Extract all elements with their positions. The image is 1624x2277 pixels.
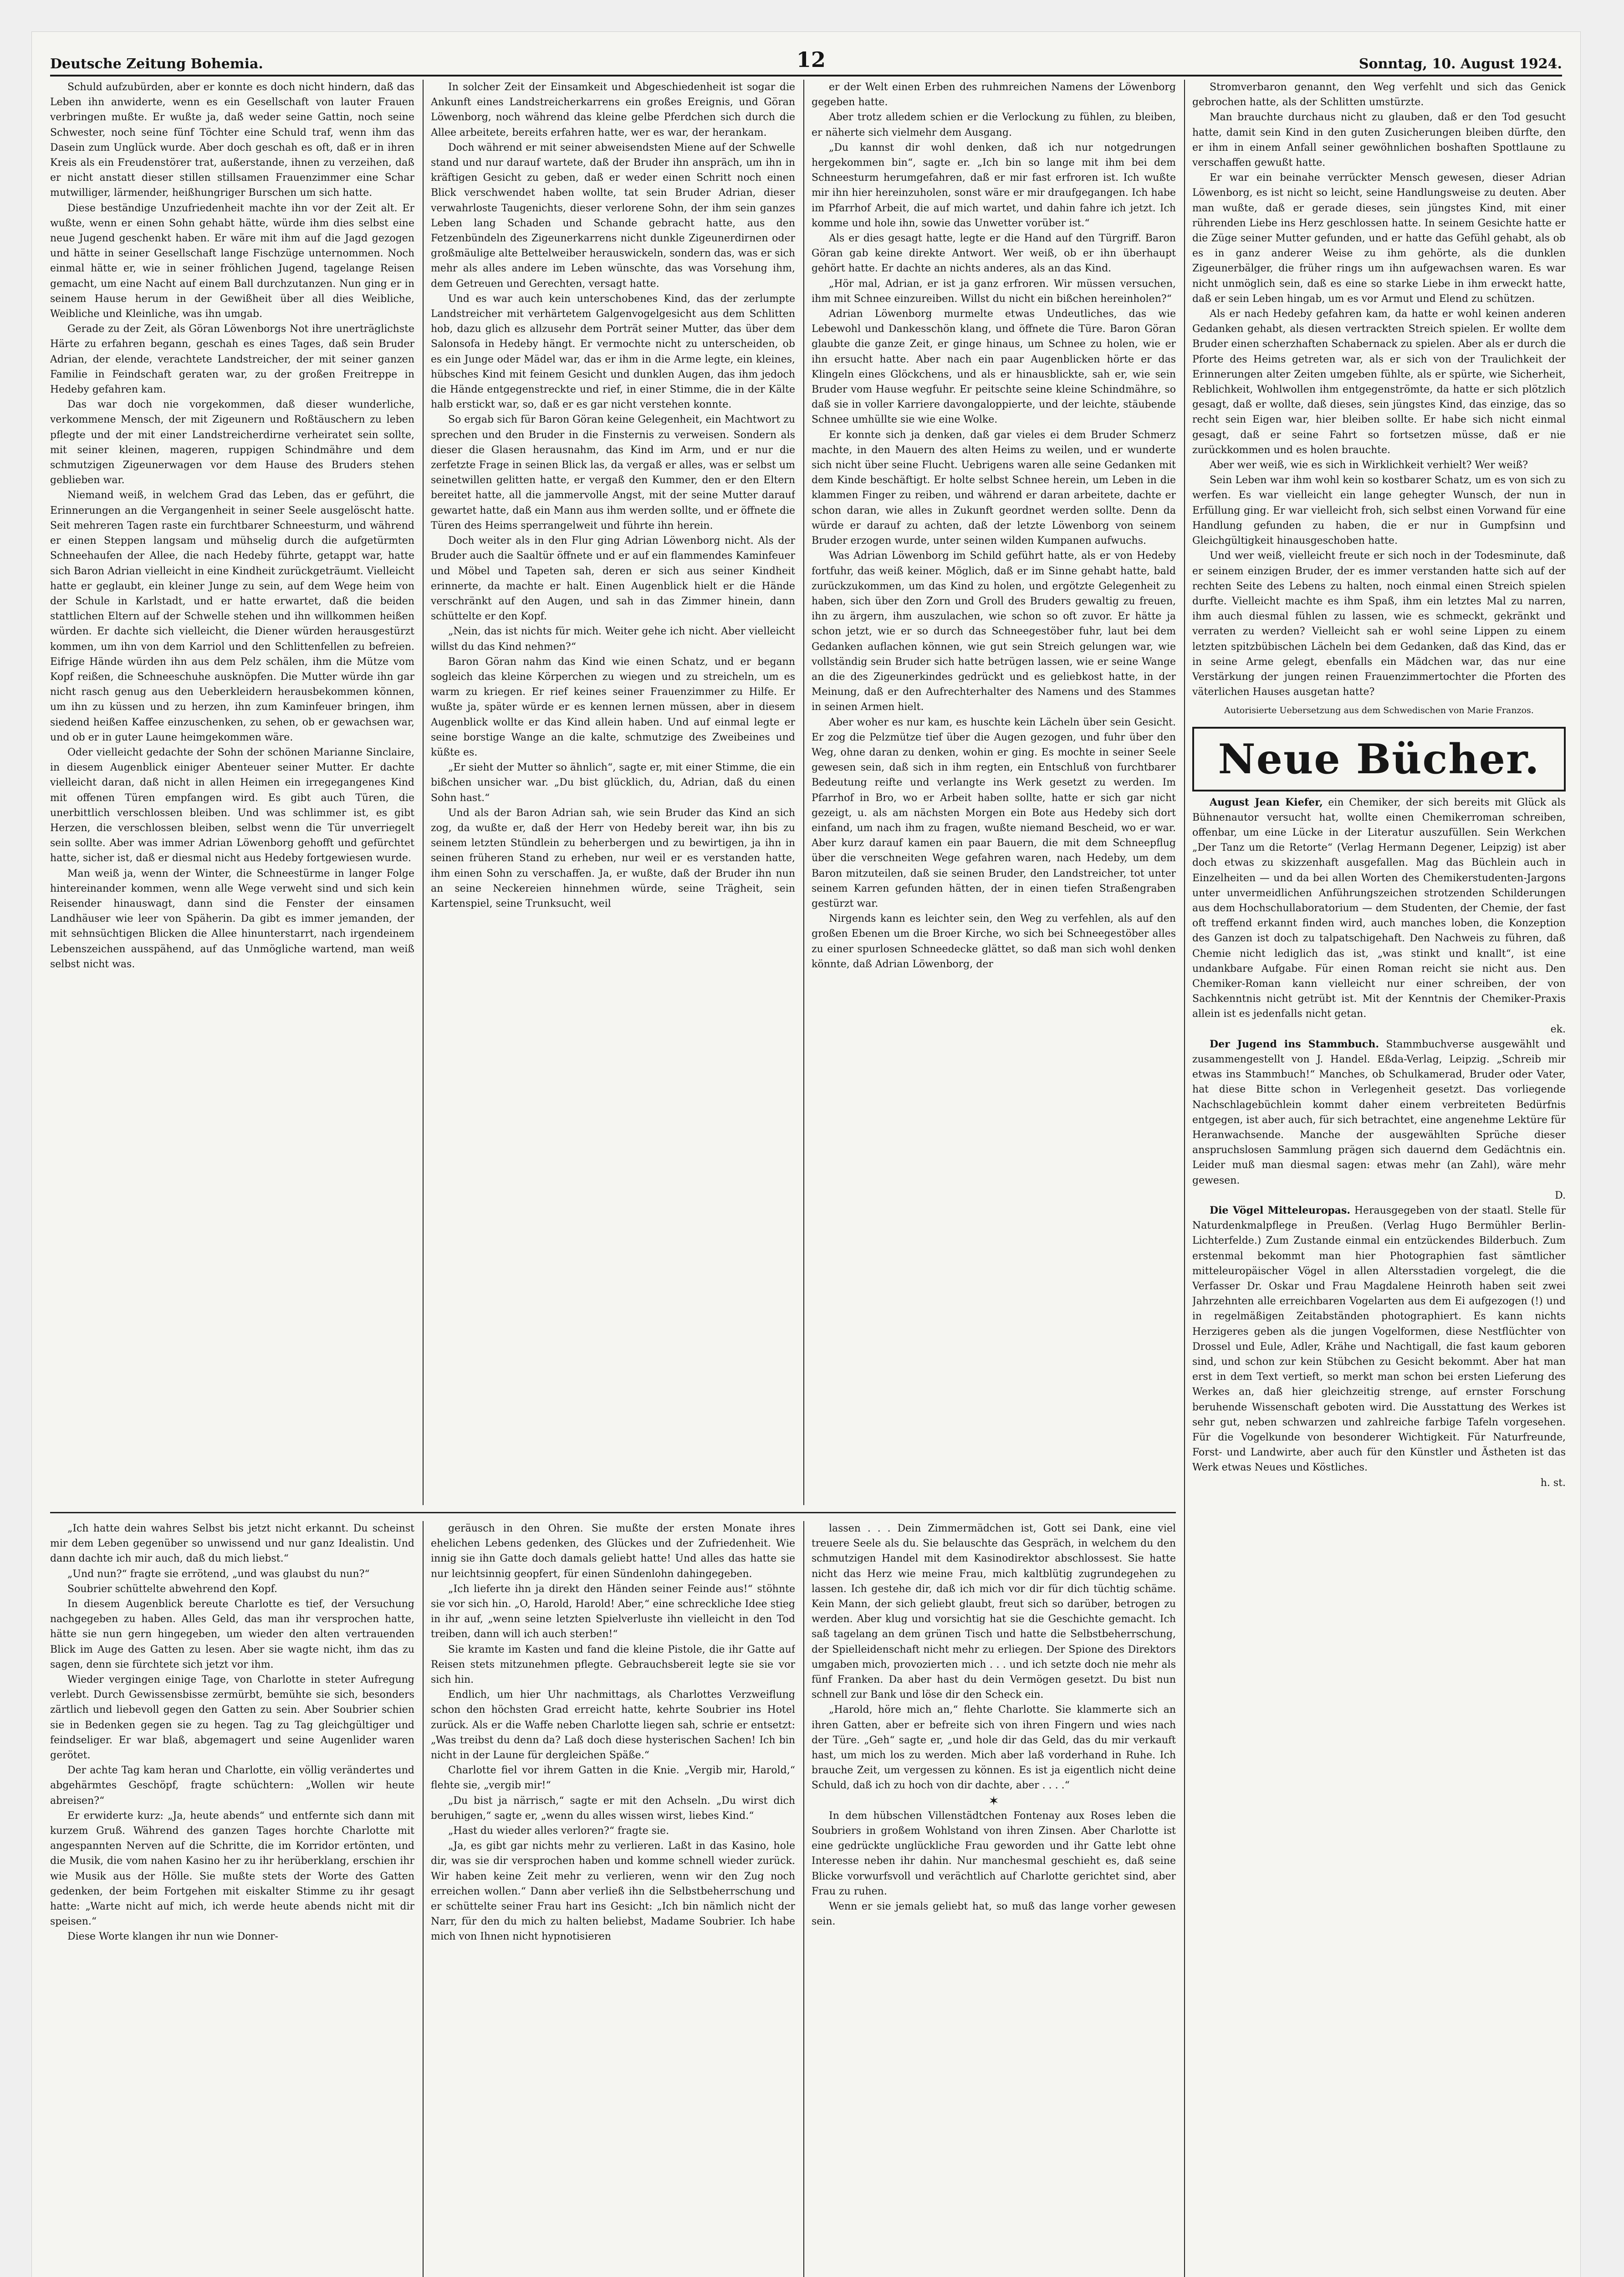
- paragraph: In dem hübschen Villenstädtchen Fontenay aux Roses leben die Soubriers in großem Wohlstand von ihren Zinsen. Aber Charlotte ist eine gedrückte unglückliche Frau geworden und ihr Gatte lebt ohne Interesse neben ihr dahin. Nur manchesmal geschieht es, daß seine Blicke vorwurfsvoll und verächtlich auf Charlotte gerichtet sind, aber Frau zu ruhen.: [812, 1810, 1176, 1897]
- review-lead: August Jean Kiefer,: [1210, 796, 1323, 808]
- newspaper-page: [32, 32, 1580, 2277]
- paragraph: Sein Leben war ihm wohl kein so kostbarer Schatz, um es von sich zu werfen. Es war vielleicht ein lange gehegter Wunsch, der nun in Erfüllung ging. Er war vielleicht froh, sich selbst einen Vorwand für eine Handlung gefunden zu haben, die er nur in Gumpfsinn und Gleichgültigkeit hinausgeschoben hatte.: [1192, 475, 1566, 547]
- paragraph: „Ich lieferte ihn ja direkt den Händen seiner Feinde aus!“ stöhnte sie vor sich hin. „O, Harold, Harold! Aber,“ eine schreckliche Idee stieg in ihr auf, „wenn seine letzten Spielverluste ihn vielleicht in den Tod treiben, dann will ich auch sterben!“: [431, 1583, 795, 1640]
- section-divider: [50, 1512, 1176, 1513]
- paragraph: „Du kannst dir wohl denken, daß ich nur notgedrungen hergekommen bin“, sagte er. „Ich bin so lange mit ihm bei dem Schneesturm herumgefahren, daß er mir fast erfroren ist. Ich wußte mir ihn hier hereinzuholen, sonst wäre er mir draufgegangen. Ich habe im Pfarrhof Arbeit, die auf mich wartet, und dahin fahre ich jetzt. Ich komme und hole ihn, sowie das Unwetter vorüber ist.“: [812, 142, 1176, 229]
- paragraph: Und als der Baron Adrian sah, wie sein Bruder das Kind an sich zog, da wußte er, daß der Herr von Hedeby bereit war, ihn bis zu seinem letzten Stündlein zu beherbergen und zu bewirtigen, ja ihn in seinen früheren Stand zu erheben, nur weil er es verstanden hatte, ihm einen Sohn zu verschaffen. Ja, er wußte, daß der Bruder ihn nun an seine Neckereien hinnehmen würde, seine Trägheit, sein Kartenspiel, seine Trunksucht, weil: [431, 807, 795, 909]
- paragraph: Aber wer weiß, wie es sich in Wirklichkeit verhielt? Wer weiß?: [1210, 459, 1528, 471]
- book-review: [1192, 1037, 1566, 1188]
- paragraph: Doch weiter als in den Flur ging Adrian Löwenborg nicht. Als der Bruder auch die Saaltür öffnete und er auf ein flammendes Kaminfeuer und Möbel und Tapeten sah, deren er sich aus seiner Kindheit erinnerte, da machte er halt. Einen Augenblick hielt er die Hände verschränkt auf den Augen, und sah in das Zimmer hinein, dann schüttelte er den Kopf.: [431, 535, 795, 623]
- review-signature: D.: [1555, 1190, 1566, 1201]
- paragraph: Der achte Tag kam heran und Charlotte, ein völlig verändertes und abgehärmtes Geschöpf, fragte schüchtern: „Wollen wir heute abreisen?“: [50, 1765, 414, 1807]
- paragraph: Er erwiderte kurz: „Ja, heute abends“ und entfernte sich dann mit kurzem Gruß. Während des ganzen Tages horchte Charlotte mit angespannten Nerven auf die Schritte, die im Korridor ertönten, und die Musik, die vom nahen Kasino her zu ihr herüberklang, erschien ihr wie Musik aus der Hölle. Sie mußte stets der Worte des Gatten gedenken, der beim Fortgehen mit eiskalter Stimme zu ihr gesagt hatte: „Warte nicht auf mich, ich werde heute abends nicht mit dir speisen.“: [50, 1810, 414, 1928]
- paragraph: „Harold, höre mich an,“ flehte Charlotte. Sie klammerte sich an ihren Gatten, aber er befreite sich von ihren Fingern und wies nach der Türe. „Geh“ sagte er, „und hole dir das Geld, das du mir verkauft hast, um mich los zu werden. Mich aber laß vorderhand in Ruhe. Ich brauche Zeit, um vergessen zu können. Es ist ja eigentlich nicht deine Schuld, daß ich zu hoch von dir dachte, aber . . . .“: [812, 1704, 1176, 1792]
- translation-credit: Autorisierte Uebersetzung aus dem Schwedischen von Marie Franzos.: [1224, 705, 1534, 716]
- paragraph: Nirgends kann es leichter sein, den Weg zu verfehlen, als auf den großen Ebenen um die Broer Kirche, wo sich bei Schneegestöber alles zu einer spurlosen Schneedecke glättet, so daß man sich wohl denken könnte, daß Adrian Löwenborg, der: [812, 913, 1176, 970]
- book-review: [1192, 795, 1566, 1022]
- paragraph: Niemand weiß, in welchem Grad das Leben, das er geführt, die Erinnerungen an die Vergangenheit in seiner Seele ausgelöscht hatte. Seit mehreren Tagen raste ein furchtbarer Schneesturm, und während er einen Steppen langsam und mühselig durch die aufgetürmten Schneehaufen der Allee, die nach Hedeby führte, getappt war, hatte sich Baron Adrian vielleicht in eine Kindheit zurückgeträumt. Vielleicht hatte er geglaubt, ein kleiner Junge zu sein, auf dem Wege heim von der Schule in Karlstadt, und er hatte erwartet, daß die beiden stattlichen Eltern auf der Schwelle stehen und ihn willkommen heißen würden. Er dachte sich vielleicht, die Diener würden herausgestürzt kommen, um ihn von dem Karriol und den Schlittenfellen zu befreien. Eifrige Hände würden ihn aus dem Pelz schälen, ihm die Mütze vom Kopf reißen, die Schneeschuhe ausknöpfen. Die Mutter würde ihn gar nicht rasch genug aus den Ueberkleidern herausbekommen können, um ihn zu küssen und zu herzen, ihn zum Kaminfeuer bringen, ihm siedend heißen Kaffee einzuschenken, zu sehen, ob er gewachsen war, und ob er in guter Laune heimgekommen wäre.: [50, 490, 414, 743]
- story-column-3: [812, 80, 1176, 1505]
- feuilleton-column-3: [812, 1521, 1176, 2277]
- feuilleton-column-2: [431, 1521, 795, 2277]
- paragraph: Man brauchte durchaus nicht zu glauben, daß er den Tod gesucht hatte, damit sein Kind in den guten Zusicherungen bleiben dürfte, den er ihm in einem Anfall seiner gewöhnlichen boshaften Spottlaune zu verschaffen gewußt hatte.: [1192, 112, 1566, 169]
- review-signature: h. st.: [1540, 1477, 1566, 1489]
- newspaper-title: Deutsche Zeitung Bohemia.: [50, 56, 263, 72]
- paragraph: Er konnte sich ja denken, daß gar vieles ei dem Bruder Schmerz machte, in den Mauern des alten Heims zu weilen, und er wunderte sich nicht über seine Flucht. Uebrigens waren alle seine Gedanken mit dem Kinde beschäftigt. Er holte selbst Schnee herein, um Leben in die klammen Finger zu reiben, und während er daran arbeitete, dachte er schon daran, wie alles in Zukunft geordnet werden sollte. Denn da würde er darauf zu achten, daß der letzte Löwenborg von seinem Bruder erzogen wurde, unter seinen wilden Kumpanen aufwuchs.: [812, 429, 1176, 547]
- column-rule: [1184, 80, 1185, 2277]
- paragraph: Gerade zu der Zeit, als Göran Löwenborgs Not ihre unerträglichste Härte zu erfahren begann, geschah es eines Tages, daß sein Bruder Adrian, der elende, verachtete Landstreicher, der mit seiner ganzen Familie in Feindschaft geraten war, zu der großen Freitreppe in Hedeby gefahren kam.: [50, 323, 414, 396]
- masthead: [50, 36, 1562, 77]
- paragraph: Adrian Löwenborg murmelte etwas Undeutliches, das wie Lebewohl und Dankesschön klang, und öffnete die Türe. Baron Göran glaubte die ganze Zeit, er ginge hinaus, um Schnee zu holen, wie er ihn ersucht hatte. Aber nach ein paar Augenblicken hörte er das Klingeln eines Glöckchens, und als er hinausblickte, sah er, wie sein Bruder vom Hause wegfuhr. Er peitschte seine kleine Schindmähre, so daß sie in voller Karriere davongaloppierte, und der leichte, stäubende Schnee umhüllte sie wie eine Wolke.: [812, 308, 1176, 426]
- paragraph: „Nein, das ist nichts für mich. Weiter gehe ich nicht. Aber vielleicht willst du das Kind nehmen?“: [431, 626, 795, 653]
- paragraph: „Ja, es gibt gar nichts mehr zu verlieren. Laßt in das Kasino, hole dir, was sie dir versprochen haben und komme schnell wieder zurück. Wir haben keine Zeit mehr zu verlieren, wenn wir den Zug noch erreichen wollen.“ Dann aber verließ ihn die Selbstbeherrschung und er schüttelte seiner Frau hart ins Gesicht: „Ich bin nämlich nicht der Narr, für den du mich zu halten beliebst, Madame Soubrier. Ich habe mich von Ihnen nicht hypnotisieren: [431, 1840, 795, 1943]
- paragraph: „Er sieht der Mutter so ähnlich“, sagte er, mit einer Stimme, die ein bißchen unsicher war. „Du bist glücklich, du, Adrian, daß du einen Sohn hast.“: [431, 762, 795, 804]
- paragraph: Endlich, um hier Uhr nachmittags, als Charlottes Verzweiflung schon den höchsten Grad erreicht hatte, kehrte Soubrier ins Hotel zurück. Als er die Waffe neben Charlotte liegen sah, schrie er entsetzt: „Was treibst du denn da? Laß doch diese hysterischen Sachen! Ich bin nicht in der Laune für dergleichen Späße.“: [431, 1689, 795, 1761]
- paragraph: „Du bist ja närrisch,“ sagte er mit den Achseln. „Du wirst dich beruhigen,“ sagte er, „wenn du alles wissen wirst, liebes Kind.“: [431, 1795, 795, 1822]
- review-text: Stammbuchverse ausgewählt und zusammengestellt von J. Handel. Eßda-Verlag, Leipzig. „Schreib mir etwas ins Stammbuch!“ Manches, ob Schulkamerad, Bruder oder Vater, hat diese Bitte schon in Verlegenheit gesetzt. Das vorliegende Nachschlagebüchlein kommt daher einem verbreiteten Bedürfnis entgegen, ist aber auch, für sich betrachtet, eine angenehme Lektüre für Heranwachsende. Manche der ausgewählten Sprüche dieser anspruchslosen Sammlung prägen sich dauernd dem Gedächtnis ein. Leider muß man diesmal sagen: etwas mehr (an Zahl), wäre mehr gewesen.: [1192, 1038, 1566, 1186]
- paragraph: „Und nun?“ fragte sie errötend, „und was glaubst du nun?“: [67, 1568, 370, 1580]
- paragraph: „Hör mal, Adrian, er ist ja ganz erfroren. Wir müssen versuchen, ihm mit Schnee einzureiben. Willst du nicht ein bißchen hereinholen?“: [812, 278, 1176, 305]
- section-heading: Neue Bücher.: [1218, 735, 1540, 783]
- review-text: ein Chemiker, der sich bereits mit Glück als Bühnenautor versucht hat, wollte einen Chemikerroman schreiben, offenbar, um eine Lücke in der Literatur auszufüllen. Sein Werkchen „Der Tanz um die Retorte“ (Verlag Hermann Degener, Leipzig) ist aber doch etwas zu skizzenhaft ausgefallen. Mag das Büchlein auch in Einzelheiten — und da bei allen Worten des Chemikerstudenten-Jargons unter unvermeidlichen Anführungszeichen strotzenden Schilderungen aus dem Hochschullaboratorium — dem Studenten, der Chemie, der fast oft treffend erkannt finden wird, auch manches loben, die Konzeption des Ganzen ist doch zu talpatschigehaft. Den Nachweis zu führen, daß Chemie nicht lediglich das ist, „was stinkt und knallt“, ist eine undankbare Aufgabe. Für einen Roman reicht sie nicht aus. Den Chemiker-Roman kann vielleicht nur einer schreiben, der von Sachkenntnis nicht getrübt ist. Mit der Kenntnis der Chemiker-Praxis allein ist es jedenfalls nicht getan.: [1192, 796, 1566, 1020]
- review-text: Herausgegeben von der staatl. Stelle für Naturdenkmalpflege in Preußen. (Verlag Hugo Bermühler Berlin-Lichterfelde.) Zum Zustande einmal ein entzückendes Bilderbuch. Zum erstenmal bekommt man hier Photographien fast sämtlicher mitteleuropäischer Vögel in allen Altersstadien vorgelegt, die die Verfasser Dr. Oskar und Frau Magdalene Heinroth haben seit zwei Jahrzehnten alle erreichbaren Vogelarten aus dem Ei aufgezogen (!) und in regelmäßigen Zeitabständen photographiert. Es kann nichts Herzigeres geben als die jungen Vogelformen, diese Nestflüchter von Drossel und Eule, Adler, Krähe und Nachtigall, die fast kaum geboren sind, und schon zur kein Stübchen zu Gesicht bekommt. Aber hat man erst in dem Text vertieft, so merkt man schon bei ersten Lieferung des Werkes an, daß hier gleichzeitig strenge, auf ernster Forschung beruhende Wissenschaft geboten wird. Die Ausstattung des Werkes ist sehr gut, neben schwarzen und zahlreiche farbige Tafeln vorgesehen. Für die Vogelkunde von besonderer Wichtigkeit. Für Naturfreunde, Forst- und Landwirte, aber auch für den Künstler und Ästheten ist das Werk etwas Neues und Köstliches.: [1192, 1205, 1566, 1474]
- paragraph: Aber trotz alledem schien er die Verlockung zu fühlen, zu bleiben, er näherte sich vielmehr dem Ausgang.: [812, 112, 1176, 138]
- paragraph: Stromverbaron genannt, den Weg verfehlt und sich das Genick gebrochen hatte, als der Schlitten umstürzte.: [1192, 82, 1566, 108]
- paragraph: Sie kramte im Kasten und fand die kleine Pistole, die ihr Gatte auf Reisen stets mitzunehmen pflegte. Gebrauchsbereit legte sie sie vor sich hin.: [431, 1644, 795, 1686]
- paragraph: Als er nach Hedeby gefahren kam, da hatte er wohl keinen anderen Gedanken gehabt, als diesen vertrackten Streich spielen. Er wollte dem Bruder einen scherzhaften Schabernack zu spielen. Aber als er durch die Pforte des Heims getreten war, als er sich von der Traulichkeit der Erinnerungen alter Zeiten umgeben fühlte, als er spürte, wie Sicherheit, Reblichkeit, Wohlwollen ihm entgegenströmte, da hatte er sich plötzlich gesagt, daß er wollte, daß dieses, sein jüngstes Kind, das einzige, das so recht sein Eigen war, hier bleiben sollte. Er habe sich nicht einmal gesagt, daß er seine Fahrt so fortsetzen müsse, daß er nie zurückkommen und es holen brauchte.: [1192, 308, 1566, 456]
- issue-date: Sonntag, 10. August 1924.: [1358, 56, 1562, 72]
- paragraph: Was Adrian Löwenborg im Schild geführt hatte, als er von Hedeby fortfuhr, das weiß keiner. Möglich, daß er im Sinne gehabt hatte, bald zurückzukommen, um das Kind zu holen, und ergötzte Gelegenheit zu haben, sich über den Zorn und Groll des Bruders gewaltig zu freuen, ihn zu ärgern, ihm auszulachen, wie schon so oft zuvor. Er hätte ja schon jetzt, wie er so durch das Schneegestöber fuhr, laut bei dem Gedanken auflachen können, wie gut sein Streich gelungen war, wie vollständig sein Bruder sich hatte betrügen lassen, wie er seine Wange an die des Zigeunerkindes gedrückt und es geliebkost hatte, in der Meinung, daß er den Aufrechterhalter des Namens und des Stammes in seinen Armen hielt.: [812, 550, 1176, 713]
- paragraph: Charlotte fiel vor ihrem Gatten in die Knie. „Vergib mir, Harold,“ flehte sie, „vergib mir!“: [431, 1765, 795, 1792]
- paragraph: „Hast du wieder alles verloren?“ fragte sie.: [448, 1825, 669, 1837]
- paragraph: Baron Göran nahm das Kind wie einen Schatz, und er begann sogleich das kleine Körperchen zu wiegen und zu streicheln, um es warm zu kriegen. Er rief keines seiner Frauenzimmer zu Hilfe. Er wußte ja, später würde er es kennen lernen müssen, aber in diesem Augenblick wollte er das Kind allein haben. Und auf einmal legte er seine borstige Wange an die kalte, schmutzige des Zweibeines und küßte es.: [431, 656, 795, 758]
- paragraph: Aber woher es nur kam, es huschte kein Lächeln über sein Gesicht. Er zog die Pelzmütze tief über die Augen gezogen, und fuhr über den Weg, ohne daran zu denken, wohin er ging. Es mochte in seiner Seele gewesen sein, daß sich in ihm regten, ein Entschluß von furchtbarer Bedeutung reifte und verlangte ins Werk gesetzt zu werden. Im Pfarrhof in Bro, wo er Arbeit haben sollte, hatte er sich gar nicht gezeigt, u. als am nächsten Morgen ein Bote aus Hedeby sich dort einfand, um nach ihm zu fragen, wußte niemand Bescheid, wo er war. Aber kurz darauf kamen ein paar Bauern, die mit dem Schneepflug über die verschneiten Wege gefahren waren, nach Hedeby, um dem Baron mitzuteilen, daß sie seinen Bruder, den Landstreicher, tot unter seinem Karren gefunden hätten, der in einen tiefen Straßengraben gestürzt war.: [812, 716, 1176, 909]
- paragraph: Oder vielleicht gedachte der Sohn der schönen Marianne Sinclaire, in diesem Augenblick einiger Abenteuer seiner Mutter. Er dachte vielleicht daran, daß nicht in allen Heimen ein irregegangenes Kind mit offenen Türen empfangen wird. Es gibt auch Türen, die unerbittlich verschlossen bleiben. Und was schlimmer ist, es gibt Herzen, die verschlossen bleiben, selbst wenn die Tür unverriegelt sein sollte. Aber was immer Adrian Löwenborg gehofft und gefürchtet hatte, sicher ist, daß er diesmal nicht aus Hedeby fortgewiesen wurde.: [50, 746, 414, 864]
- review-lead: Die Vögel Mitteleuropas.: [1210, 1205, 1351, 1217]
- paragraph: Wieder vergingen einige Tage, von Charlotte in steter Aufregung verlebt. Durch Gewissensbisse zermürbt, bemühte sie sich, besonders zärtlich und liebevoll gegen den Gatten zu sein. Aber Soubrier schien sie in Bedenken gegen sie zu hegen. Tag zu Tag gleichgültiger und feindseliger. Er war blaß, abgemagert und seine Augenlider waren gerötet.: [50, 1674, 414, 1761]
- paragraph: Und es war auch kein unterschobenes Kind, das der zerlumpte Landstreicher mit verhärtetem Galgenvogelgesicht aus dem Schlitten hob, dazu glich es allzusehr dem Porträt seiner Mutter, das über dem Salonsofa in Hedeby hängt. Er vermochte nicht zu unterscheiden, ob es ein Junge oder Mädel war, das er ihm in die Arme legte, ein kleines, hübsches Kind mit feinem Gesicht und dunklen Augen, das ihm jedoch die Hände entgegenstreckte und rief, in einer Stimme, die in der Kälte halb erstickt war, so, daß er es gar nicht verstehen konnte.: [431, 293, 795, 411]
- paragraph: Das war doch nie vorgekommen, daß dieser wunderliche, verkommene Mensch, der mit Zigeunern und Roßtäuschern zu leben pflegte und der mit einer Landstreicherdirne verheiratet sein sollte, mit seiner kleinen, mageren, ruppigen Schindmähre und dem schmutzigen Zigeunerwagen vor dem Hause des Bruders stehen geblieben war.: [50, 399, 414, 486]
- section-ornament: ✶: [988, 1793, 999, 1808]
- story-column-4: [1192, 80, 1566, 2277]
- column-rule: [423, 80, 424, 1505]
- paragraph: In solcher Zeit der Einsamkeit und Abgeschiedenheit ist sogar die Ankunft eines Landstreicherkarrens ein großes Ereignis, und Göran Löwenborg, noch während das kleine gelbe Pferdchen sich durch die Allee arbeitete, bereits erfahren hatte, wer es war, der herankam.: [431, 82, 795, 138]
- story-column-1: [50, 80, 414, 1505]
- paragraph: Schuld aufzubürden, aber er konnte es doch nicht hindern, daß das Leben ihn anwiderte, wenn es ein Gesellschaft von lauter Frauen verbringen mußte. Er wußte ja, daß weder seine Gattin, noch seine Schwester, noch seine fünf Töchter eine Schuld traf, wenn ihm das Dasein zum Unglück wurde. Aber doch geschah es oft, daß er in ihren Kreis als ein Freudenstörer trat, außerstande, ihnen zu verzeihen, daß er nicht anstatt dieser stillen stillsamen Frauenzimmer eine Schar mutwilliger, lärmender, heißhungriger Burschen um sich hatte.: [50, 82, 414, 199]
- paragraph: Als er dies gesagt hatte, legte er die Hand auf den Türgriff. Baron Göran gab keine direkte Antwort. Wer weiß, ob er ihn überhaupt gehört hatte. Er dachte an nichts anderes, als an das Kind.: [812, 233, 1176, 275]
- paragraph: Man weiß ja, wenn der Winter, die Schneestürme in langer Folge hintereinander kommen, wenn alle Wege verweht sind und sich kein Reisender hinauswagt, dann sind die Fenster der einsamen Landhäuser wie leer von Späherin. Da gibt es immer jemanden, der mit sehnsüchtigen Blicken die Allee hinunterstarrt, nach irgendeinem Lebenszeichen ausspähend, auf das Unmögliche wartend, man weiß selbst nicht was.: [50, 868, 414, 970]
- section-heading-box: [1192, 727, 1566, 791]
- paragraph: geräusch in den Ohren. Sie mußte der ersten Monate ihres ehelichen Lebens gedenken, des Glückes und der Zufriedenheit. Wie innig sie ihn Gatte doch damals geliebt hatte! Und alles das hatte sie nur leichtsinnig geopfert, für einen Sündenlohn dahingegeben.: [431, 1523, 795, 1580]
- column-rule: [803, 1521, 804, 2277]
- paragraph: Wenn er sie jemals geliebt hat, so muß das lange vorher gewesen sein.: [812, 1901, 1176, 1928]
- paragraph: „Ich hatte dein wahres Selbst bis jetzt nicht erkannt. Du scheinst mir dem Leben gegenüber so unwissend und nur ganz Idealistin. Und dann dachte ich mir auch, daß du mich liebst.“: [50, 1523, 414, 1565]
- paragraph: er der Welt einen Erben des ruhmreichen Namens der Löwenborg gegeben hatte.: [812, 82, 1176, 108]
- paragraph: Und wer weiß, vielleicht freute er sich noch in der Todesminute, daß er seinem einzigen Bruder, der es immer verstanden hatte sich auf der rechten Seite des Lebens zu halten, noch einmal einen Streich spielen durfte. Vielleicht machte es ihm Spaß, ihm ein letztes Mal zu narren, ihm auch diesmal fühlen zu lassen, wie es schmeckt, gekränkt und verraten zu werden? Vielleicht sah er wohl seine Lippen zu einem letzten spitzbübischen Lächeln bei dem Gedanken, daß das Kind, das er in seine Arme gelegt, ebenfalls ein Mädchen war, das nur eine Verstärkung der jungen reinen Frauenzimmertochter die Pforten des väterlichen Hauses ausgetan hatte?: [1192, 550, 1566, 698]
- paragraph: In diesem Augenblick bereute Charlotte es tief, der Versuchung nachgegeben zu haben. Alles Geld, das man ihr versprochen hatte, hätte sie nun gern hingegeben, um wieder den alten vertrauenden Blick im Auge des Gatten zu lesen. Aber sie wagte nicht, ihm das zu sagen, denn sie fürchtete sich jetzt vor ihm.: [50, 1598, 414, 1670]
- book-review: [1192, 1203, 1566, 1475]
- paragraph: Diese beständige Unzufriedenheit machte ihn vor der Zeit alt. Er wußte, wenn er einen Sohn gehabt hätte, würde ihm dies selbst eine neue Jugend geschenkt haben. Er wäre mit ihm auf die Jagd gezogen und hätte in seiner Gesellschaft lange Fischzüge unternommen. Noch einmal hätte er, wie in seiner fröhlichen Jugend, tagelange Reisen gemacht, um eine Nacht auf einem Ball durchzutanzen. Nun ging er in seinem Hause herum in der Gewißheit über all dies Weibliche, Weibliche und Kleinliche, was ihn umgab.: [50, 202, 414, 320]
- feuilleton-column-1: [50, 1521, 414, 2277]
- review-signature: ek.: [1550, 1023, 1566, 1035]
- column-rule: [423, 1521, 424, 2277]
- paragraph: Doch während er mit seiner abweisendsten Miene auf der Schwelle stand und nur darauf wartete, daß der Bruder ihn anspräch, um ihn in kräftigen Gesicht zu geben, daß er weder einen Schritt noch einen Blick verschwendet haben wollte, tat sein Bruder Adrian, dieser verwahrloste Taugenichts, dieser verlorene Sohn, der ihm sein ganzes Leben lang Schaden und Schande gebracht hatte, aus den Fetzenbündeln des Zigeunerkarrens nicht dunkle Zigeunerdirnen oder großmäulige alte Bettelweiber herauswickeln, sondern das, was er sich mehr als alles andere im Leben wünschte, das was Vorsehung ihm, dem Getreuen und Gerechten, versagt hatte.: [431, 142, 795, 290]
- story-column-2: [431, 80, 795, 1505]
- paragraph: So ergab sich für Baron Göran keine Gelegenheit, ein Machtwort zu sprechen und den Bruder in die Finsternis zu verweisen. Sondern als dieser die Glasen herausnahm, das Kind im Arm, und er nur die zerfetzte Frage in seinen Blick las, da vergaß er alles, was er selbst um seinetwillen gelitten hatte, er vergaß den Kummer, den er den Eltern bereitet hatte, all die jammervolle Angst, mit der seine Mutter darauf gewartet hatte, daß ein Mann aus ihm werden sollte, und er öffnete die Türen des Heims sperrangelweit und führte ihn herein.: [431, 414, 795, 531]
- paragraph: Diese Worte klangen ihr nun wie Donner-: [67, 1931, 278, 1943]
- review-lead: Der Jugend ins Stammbuch.: [1210, 1038, 1379, 1050]
- page-number: 12: [796, 47, 826, 72]
- paragraph: Soubrier schüttelte abwehrend den Kopf.: [67, 1583, 277, 1595]
- paragraph: lassen . . . Dein Zimmermädchen ist, Gott sei Dank, eine viel treuere Seele als du. Sie belauschte das Gespräch, in welchem du den schmutzigen Handel mit dem Kasinodirektor abschlossest. Sie hatte nicht das Herz wie meine Frau, mich kaltblütig zugrundegehen zu lassen. Ich gestehe dir, daß ich mich vor dir für dich tüchtig schäme. Kein Mann, der sich geliebt glaubt, freut sich so darüber, betrogen zu werden. Aber klug und vorsichtig hat sie die Geschichte gemacht. Ich saß tagelang an dem grünen Tisch und hatte die Selbstbeherrschung, der Spielleidenschaft nicht mehr zu erliegen. Der Spione des Direktors umgaben mich, provozierten mich . . . und ich setzte doch nie mehr als fünf Franken. Da aber hast du dein Vermögen gesetzt. Du bist nun schnell zur Bank und löse dir den Scheck ein.: [812, 1523, 1176, 1701]
- paragraph: Er war ein beinahe verrückter Mensch gewesen, dieser Adrian Löwenborg, es ist nicht so leicht, seine Handlungsweise zu deuten. Aber man wußte, daß er gerade dieses, sein jüngstes Kind, mit einer rührenden Liebe ins Herz geschlossen hatte. In seinem Gesichte hatte er die Züge seiner Mutter gefunden, und er hatte das Gefühl gehabt, als ob es in ganz anderer Weise zu ihm gehörte, als die dunklen Zigeunerbälger, die früher rings um ihn aufgewachsen waren. Es war nicht unmöglich sein, daß es eine so starke Liebe in ihm erweckt hatte, daß er sein Leben hingab, um es vor Armut und Elend zu schützen.: [1192, 172, 1566, 305]
- column-rule: [803, 80, 804, 1505]
